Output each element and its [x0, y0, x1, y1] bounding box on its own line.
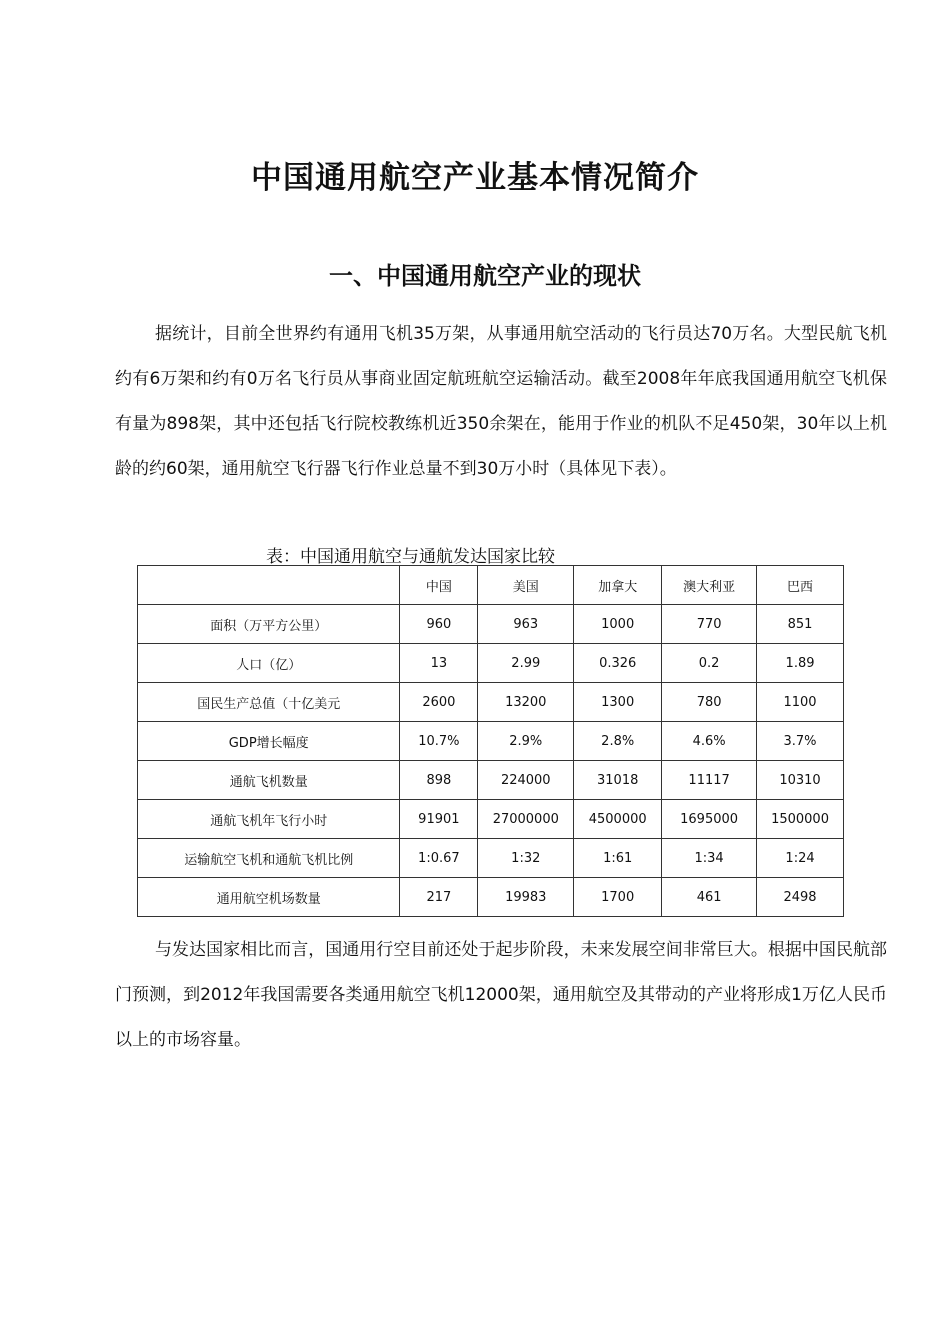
table-cell: 1100 [757, 683, 844, 722]
table-row [138, 800, 844, 839]
row-label: 通航飞机年飞行小时 [138, 800, 400, 839]
header-cell-blank [138, 566, 400, 605]
paragraph-outlook: 与发达国家相比而言，国通用行空目前还处于起步阶段，未来发展空间非常巨大。根据中国民航部门预测，到2012年我国需要各类通用航空飞机12000架，通用航空及其带动的产业将形成1万亿人民币以上的市场容量。 [115, 940, 887, 1050]
table-cell: 1695000 [662, 800, 757, 839]
row-label: 通用航空机场数量 [138, 878, 400, 917]
table-cell: 780 [662, 683, 757, 722]
table-row [138, 722, 844, 761]
table-cell: 4500000 [574, 800, 662, 839]
table-row [138, 839, 844, 878]
table-cell: 770 [662, 605, 757, 644]
table-row [138, 683, 844, 722]
table-cell: 1:34 [662, 839, 757, 878]
row-label: 面积（万平方公里） [138, 605, 400, 644]
table-cell: 217 [400, 878, 478, 917]
table-cell: 851 [757, 605, 844, 644]
table-cell: 10310 [757, 761, 844, 800]
header-cell-australia: 澳大利亚 [662, 566, 757, 605]
table-row [138, 605, 844, 644]
table-row [138, 761, 844, 800]
section-heading: 一、中国通用航空产业的现状 [329, 262, 641, 290]
table-cell: 963 [478, 605, 574, 644]
header-cell-usa: 美国 [478, 566, 574, 605]
table-cell: 13200 [478, 683, 574, 722]
table-cell: 4.6% [662, 722, 757, 761]
table-cell: 1500000 [757, 800, 844, 839]
table-cell: 10.7% [400, 722, 478, 761]
table-cell: 2600 [400, 683, 478, 722]
table-cell: 13 [400, 644, 478, 683]
table-cell: 1300 [574, 683, 662, 722]
table-cell: 1:0.67 [400, 839, 478, 878]
table-cell: 1:24 [757, 839, 844, 878]
comparison-table [137, 565, 844, 917]
row-label: GDP增长幅度 [138, 722, 400, 761]
table-row [138, 644, 844, 683]
row-label: 人口（亿） [138, 644, 400, 683]
table-cell: 1700 [574, 878, 662, 917]
header-cell-brazil: 巴西 [757, 566, 844, 605]
table-cell: 898 [400, 761, 478, 800]
table-cell: 31018 [574, 761, 662, 800]
paragraph-current-status: 据统计，目前全世界约有通用飞机35万架，从事通用航空活动的飞行员达70万名。大型民航飞机约有6万架和约有0万名飞行员从事商业固定航班航空运输活动。截至2008年年底我国通用航空飞机保有量为898架，其中还包括飞行院校教练机近350余架在，能用于作业的机队不足450架，30年以上机龄的约60架，通用航空飞行器飞行作业总量不到30万小时（具体见下表）。 [115, 324, 887, 479]
page-title: 中国通用航空产业基本情况简介 [251, 160, 699, 196]
table-cell: 1:32 [478, 839, 574, 878]
table-cell: 461 [662, 878, 757, 917]
table-cell: 2.9% [478, 722, 574, 761]
table-cell: 2.99 [478, 644, 574, 683]
table-cell: 960 [400, 605, 478, 644]
table-cell: 2.8% [574, 722, 662, 761]
table-cell: 1000 [574, 605, 662, 644]
table-header-row [138, 566, 844, 605]
header-cell-china: 中国 [400, 566, 478, 605]
table-cell: 1:61 [574, 839, 662, 878]
table-caption: 表：中国通用航空与通航发达国家比较 [266, 547, 555, 567]
table-cell: 0.2 [662, 644, 757, 683]
row-label: 运输航空飞机和通航飞机比例 [138, 839, 400, 878]
header-cell-canada: 加拿大 [574, 566, 662, 605]
table-cell: 3.7% [757, 722, 844, 761]
table-cell: 91901 [400, 800, 478, 839]
table-cell: 11117 [662, 761, 757, 800]
row-label: 通航飞机数量 [138, 761, 400, 800]
table-cell: 224000 [478, 761, 574, 800]
table-cell: 2498 [757, 878, 844, 917]
table-cell: 19983 [478, 878, 574, 917]
table-row [138, 878, 844, 917]
row-label: 国民生产总值（十亿美元 [138, 683, 400, 722]
table-cell: 27000000 [478, 800, 574, 839]
table-cell: 1.89 [757, 644, 844, 683]
table-cell: 0.326 [574, 644, 662, 683]
